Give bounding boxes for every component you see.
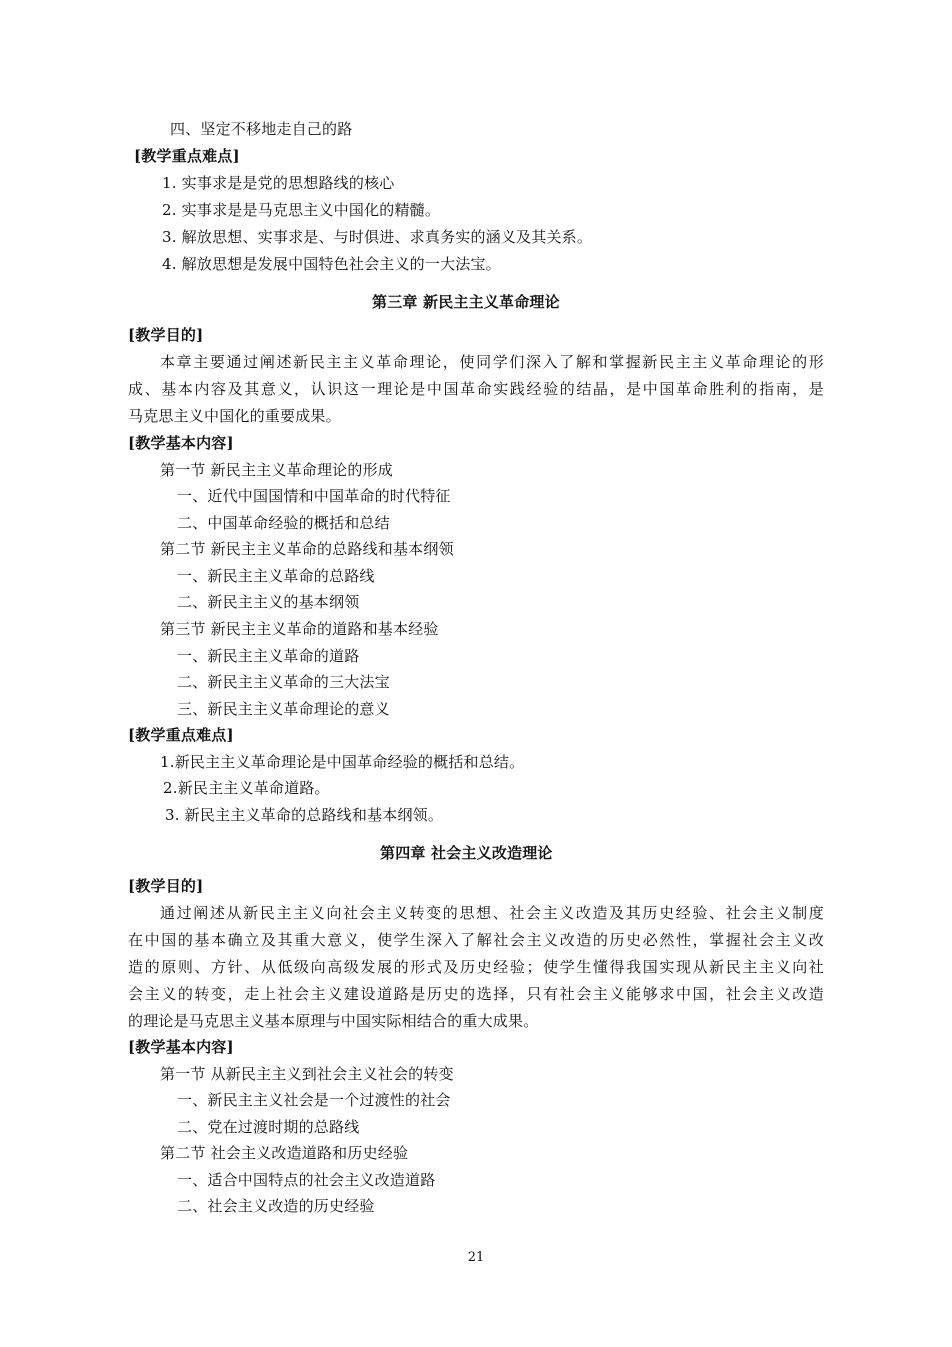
outline-item: 一、新民主主义革命的道路 xyxy=(177,647,360,665)
section-title: 第二节 社会主义改造道路和历史经验 xyxy=(160,1144,409,1162)
section-title: 第一节 从新民主主义到社会主义社会的转变 xyxy=(160,1065,454,1083)
outline-item: 二、新民主主义的基本纲领 xyxy=(177,593,360,611)
page-number: 21 xyxy=(467,1250,485,1265)
purpose-text-line: 通过阐述从新民主主义向社会主义转变的思想、社会主义改造及其历史经验、社会主义制度 xyxy=(160,904,824,922)
purpose-heading: [教学目的] xyxy=(128,326,204,344)
outline-item: 一、适合中国特点的社会主义改造道路 xyxy=(177,1171,436,1189)
outline-item: 一、近代中国国情和中国革命的时代特征 xyxy=(177,487,451,505)
purpose-text-line: 的理论是马克思主义基本原理与中国实际相结合的重大成果。 xyxy=(128,1012,539,1030)
chapter-title: 第三章 新民主主义革命理论 xyxy=(372,293,560,311)
purpose-heading: [教学目的] xyxy=(128,877,204,895)
outline-item: 一、新民主主义社会是一个过渡性的社会 xyxy=(177,1091,451,1109)
purpose-text-line: 会主义的转变，走上社会主义建设道路是历史的选择，只有社会主义能够求中国，社会主义改造 xyxy=(128,985,824,1003)
key-point: 1.新民主主义革命理论是中国革命经验的概括和总结。 xyxy=(160,753,525,771)
key-point: 2.新民主主义革命道路。 xyxy=(163,779,330,797)
outline-item: 二、新民主主义革命的三大法宝 xyxy=(177,673,390,691)
key-points-heading: [教学重点难点] xyxy=(128,726,234,744)
key-point: 4. 解放思想是发展中国特色社会主义的一大法宝。 xyxy=(162,255,501,273)
key-point: 1. 实事求是是党的思想路线的核心 xyxy=(162,174,395,192)
purpose-text-line: 本章主要通过阐述新民主主义革命理论，使同学们深入了解和掌握新民主主义革命理论的形 xyxy=(160,353,824,371)
purpose-text-line: 成、基本内容及其意义，认识这一理论是中国革命实践经验的结晶，是中国革命胜利的指南，是 xyxy=(128,380,824,398)
outline-item: 二、社会主义改造的历史经验 xyxy=(177,1197,375,1215)
content-heading: [教学基本内容] xyxy=(128,434,234,452)
outline-item: 三、新民主主义革命理论的意义 xyxy=(177,700,390,718)
key-point: 3. 新民主主义革命的总路线和基本纲领。 xyxy=(165,806,444,824)
purpose-text-line: 马克思主义中国化的重要成果。 xyxy=(128,407,341,425)
purpose-text-line: 造的原则、方针、从低级向高级发展的形式及历史经验；使学生懂得我国实现从新民主主义向社 xyxy=(128,958,824,976)
key-points-heading: [教学重点难点] xyxy=(134,147,240,165)
chapter-title: 第四章 社会主义改造理论 xyxy=(380,844,553,862)
section-title: 第三节 新民主主义革命的道路和基本经验 xyxy=(160,620,439,638)
section-title: 第二节 新民主主义革命的总路线和基本纲领 xyxy=(160,540,454,558)
outline-item: 四、坚定不移地走自己的路 xyxy=(170,120,353,138)
section-title: 第一节 新民主主义革命理论的形成 xyxy=(160,461,393,479)
purpose-text-line: 在中国的基本确立及其重大意义，使学生深入了解社会主义改造的历史必然性，掌握社会主义改 xyxy=(128,931,824,949)
outline-item: 一、新民主主义革命的总路线 xyxy=(177,567,375,585)
key-point: 3. 解放思想、实事求是、与时俱进、求真务实的涵义及其关系。 xyxy=(162,228,593,246)
key-point: 2. 实事求是是马克思主义中国化的精髓。 xyxy=(162,201,441,219)
outline-item: 二、中国革命经验的概括和总结 xyxy=(177,514,390,532)
outline-item: 二、党在过渡时期的总路线 xyxy=(177,1118,360,1136)
content-heading: [教学基本内容] xyxy=(128,1038,234,1056)
